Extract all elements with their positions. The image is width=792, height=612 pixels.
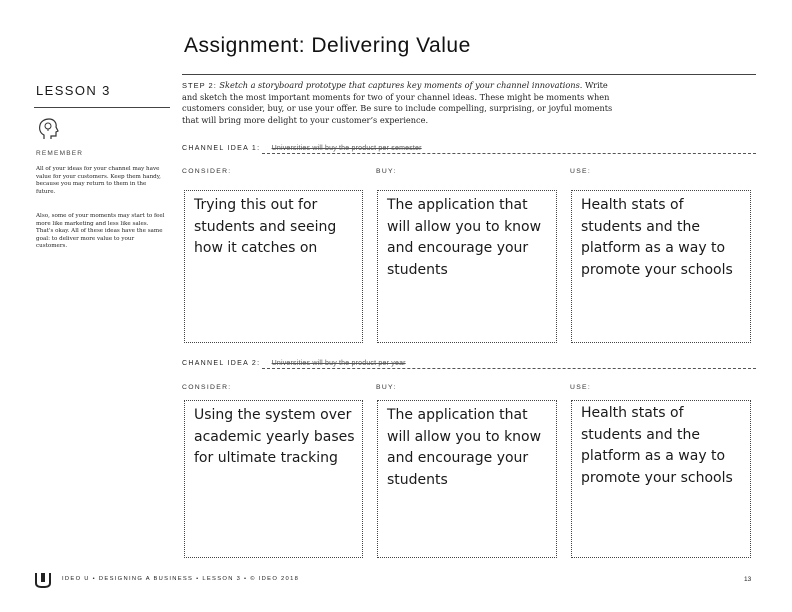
- channel-2-label: CHANNEL IDEA 2:: [182, 360, 261, 367]
- lesson-label: LESSON 3: [36, 83, 111, 98]
- channel-2-consider-label: CONSIDER:: [182, 384, 232, 391]
- channel-2-use-text: Health stats of students and the platform as a way to promote your schools: [581, 405, 733, 486]
- channel-1-heading: [182, 145, 422, 152]
- channel-2-use-label: USE:: [570, 384, 592, 391]
- channel-1-use-box[interactable]: [571, 190, 751, 343]
- step-label: STEP 2:: [182, 81, 217, 90]
- channel-2-buy-label: BUY:: [376, 384, 397, 391]
- step-headline: Sketch a storyboard prototype that captures key moments of your channel innovations.: [219, 80, 583, 90]
- channel-1-use-label: USE:: [570, 168, 592, 175]
- channel-1-value[interactable]: Universities will buy the product per semester: [271, 145, 422, 152]
- channel-1-underline: [262, 153, 756, 154]
- channel-1-buy-label: BUY:: [376, 168, 397, 175]
- channel-1-consider-text: Trying this out for students and seeing how it catches on: [194, 197, 337, 256]
- page-title: Assignment: Delivering Value: [184, 34, 471, 57]
- channel-1-consider-box[interactable]: [184, 190, 363, 343]
- reminder-paragraph-2: Also, some of your moments may start to feel more like marketing and less like sales. That's okay. All of these ideas have the same goal: to deliver more value to your customers.: [36, 213, 165, 250]
- remember-label: REMEMBER: [36, 150, 84, 157]
- reminder-paragraph-1: All of your ideas for your channel may have value for your customers. Keep them handy, because you may return to them in the future.: [36, 166, 161, 195]
- channel-1-consider-label: CONSIDER:: [182, 168, 232, 175]
- page-number: 13: [744, 576, 752, 583]
- header-divider: [182, 74, 756, 75]
- channel-2-underline: [262, 368, 756, 369]
- channel-1-use-text: Health stats of students and the platform as a way to promote your schools: [581, 197, 733, 278]
- ideo-u-logo-icon: [34, 572, 52, 588]
- channel-1-buy-text: The application that will allow you to know and encourage your students: [387, 197, 542, 278]
- channel-1-label: CHANNEL IDEA 1:: [182, 145, 261, 152]
- step-body: Write and sketch the most important moments for two of your channel ideas. These might be moments when customers consider, buy, or use your offer. Be sure to include compelling, surprising, or joyful moments that will bring more delight to your customer’s experience.: [182, 80, 613, 125]
- channel-2-value[interactable]: Universities will buy the product per year: [271, 360, 406, 367]
- lesson-divider: [34, 107, 170, 108]
- channel-1-buy-box[interactable]: [377, 190, 557, 343]
- channel-2-use-box[interactable]: [571, 400, 751, 558]
- step-instructions: [182, 80, 622, 126]
- channel-2-buy-text: The application that will allow you to know and encourage your students: [387, 407, 542, 488]
- channel-2-buy-box[interactable]: [377, 400, 557, 558]
- head-idea-icon: [34, 115, 62, 143]
- channel-2-heading: [182, 360, 406, 367]
- footer-text: IDEO U • DESIGNING A BUSINESS • LESSON 3 • © IDEO 2018: [62, 576, 300, 582]
- channel-2-consider-text: Using the system over academic yearly bases for ultimate tracking: [194, 407, 355, 466]
- channel-2-consider-box[interactable]: [184, 400, 363, 558]
